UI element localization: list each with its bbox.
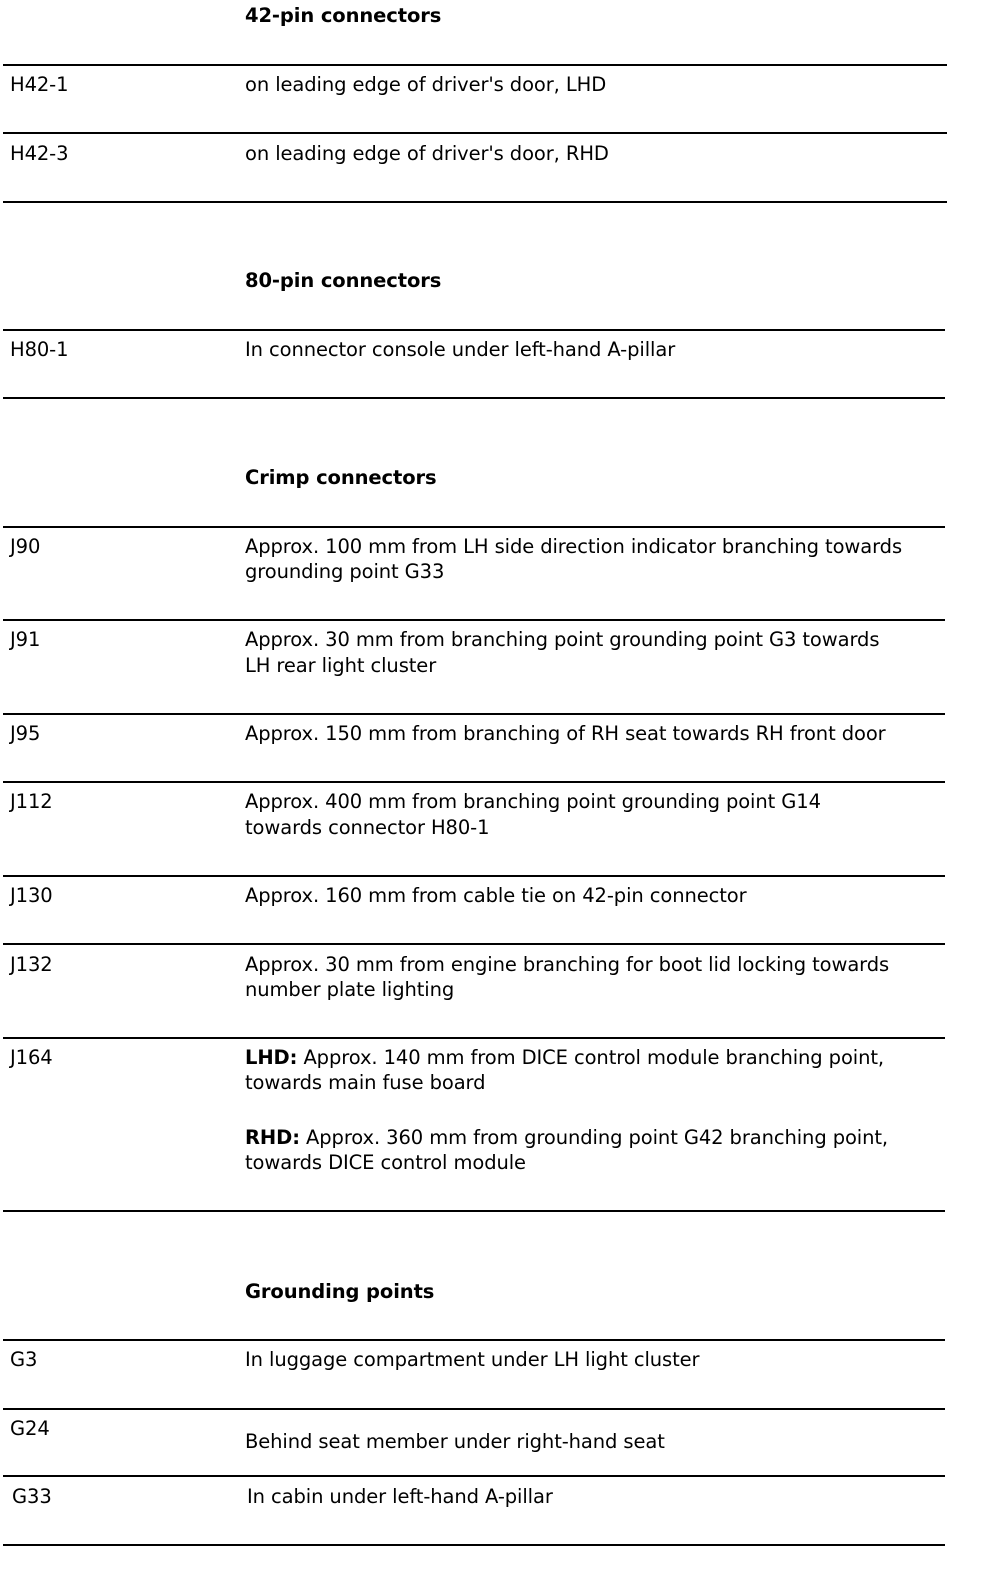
row-divider [3, 713, 945, 715]
grounding-code-g33: G33 [12, 1485, 52, 1508]
row-divider [3, 781, 945, 783]
connector-code-j90: J90 [10, 535, 41, 558]
connector-location-h80-1: In connector console under left-hand A-pillar [245, 338, 676, 361]
row-divider [3, 943, 945, 945]
connector-location-j132: Approx. 30 mm from engine branching for boot lid locking towards [245, 953, 890, 976]
rhd-label: RHD: [245, 1126, 300, 1149]
row-divider [3, 875, 945, 877]
section-heading-80-pin: 80-pin connectors [245, 269, 442, 292]
connector-location-j95: Approx. 150 mm from branching of RH seat towards RH front door [245, 722, 886, 745]
connector-code-h42-3: H42-3 [10, 142, 69, 165]
grounding-code-g3: G3 [10, 1348, 38, 1371]
connector-code-j132: J132 [10, 953, 53, 976]
connector-location-j130: Approx. 160 mm from cable tie on 42-pin connector [245, 884, 747, 907]
row-divider [3, 1210, 945, 1212]
connector-code-h42-1: H42-1 [10, 73, 69, 96]
connector-code-j91: J91 [10, 628, 41, 651]
connector-location-j164-lhd-cont: towards main fuse board [245, 1071, 486, 1094]
grounding-code-g24: G24 [10, 1417, 50, 1440]
row-divider [3, 619, 945, 621]
connector-location-j91-cont: LH rear light cluster [245, 654, 437, 677]
rhd-text: Approx. 360 mm from grounding point G42 branching point, [299, 1126, 889, 1149]
grounding-location-g3: In luggage compartment under LH light cluster [245, 1348, 700, 1371]
row-divider [3, 64, 947, 66]
connector-location-j90: Approx. 100 mm from LH side direction indicator branching towards [245, 535, 903, 558]
connector-location-h42-1: on leading edge of driver's door, LHD [245, 73, 607, 96]
connector-location-j91: Approx. 30 mm from branching point grounding point G3 towards [245, 628, 880, 651]
connector-code-h80-1: H80-1 [10, 338, 69, 361]
row-divider [3, 1544, 945, 1546]
row-divider [3, 1475, 945, 1477]
connector-code-j95: J95 [10, 722, 41, 745]
connector-code-j130: J130 [10, 884, 53, 907]
row-divider [3, 329, 945, 331]
row-divider [3, 526, 945, 528]
row-divider [3, 397, 945, 399]
connector-location-h42-3: on leading edge of driver's door, RHD [245, 142, 609, 165]
section-heading-crimp: Crimp connectors [245, 466, 437, 489]
connector-location-j164-rhd-cont: towards DICE control module [245, 1151, 526, 1174]
lhd-label: LHD: [245, 1046, 298, 1069]
connector-location-j112-cont: towards connector H80-1 [245, 816, 490, 839]
row-divider [3, 1037, 945, 1039]
lhd-text: Approx. 140 mm from DICE control module branching point, [297, 1046, 885, 1069]
connector-location-j112: Approx. 400 mm from branching point grounding point G14 [245, 790, 821, 813]
row-divider [3, 1408, 945, 1410]
section-heading-42-pin: 42-pin connectors [245, 4, 442, 27]
row-divider [3, 201, 947, 203]
connector-location-j132-cont: number plate lighting [245, 978, 455, 1001]
grounding-location-g24: Behind seat member under right-hand seat [245, 1430, 665, 1453]
connector-code-j112: J112 [10, 790, 53, 813]
row-divider [3, 132, 947, 134]
connector-location-j164-lhd [245, 1045, 884, 1071]
connector-code-j164: J164 [10, 1046, 53, 1069]
row-divider [3, 1339, 945, 1341]
connector-location-j164-rhd [245, 1125, 888, 1151]
section-heading-grounding: Grounding points [245, 1280, 435, 1303]
grounding-location-g33: In cabin under left-hand A-pillar [247, 1485, 553, 1508]
connector-location-j90-cont: grounding point G33 [245, 560, 445, 583]
